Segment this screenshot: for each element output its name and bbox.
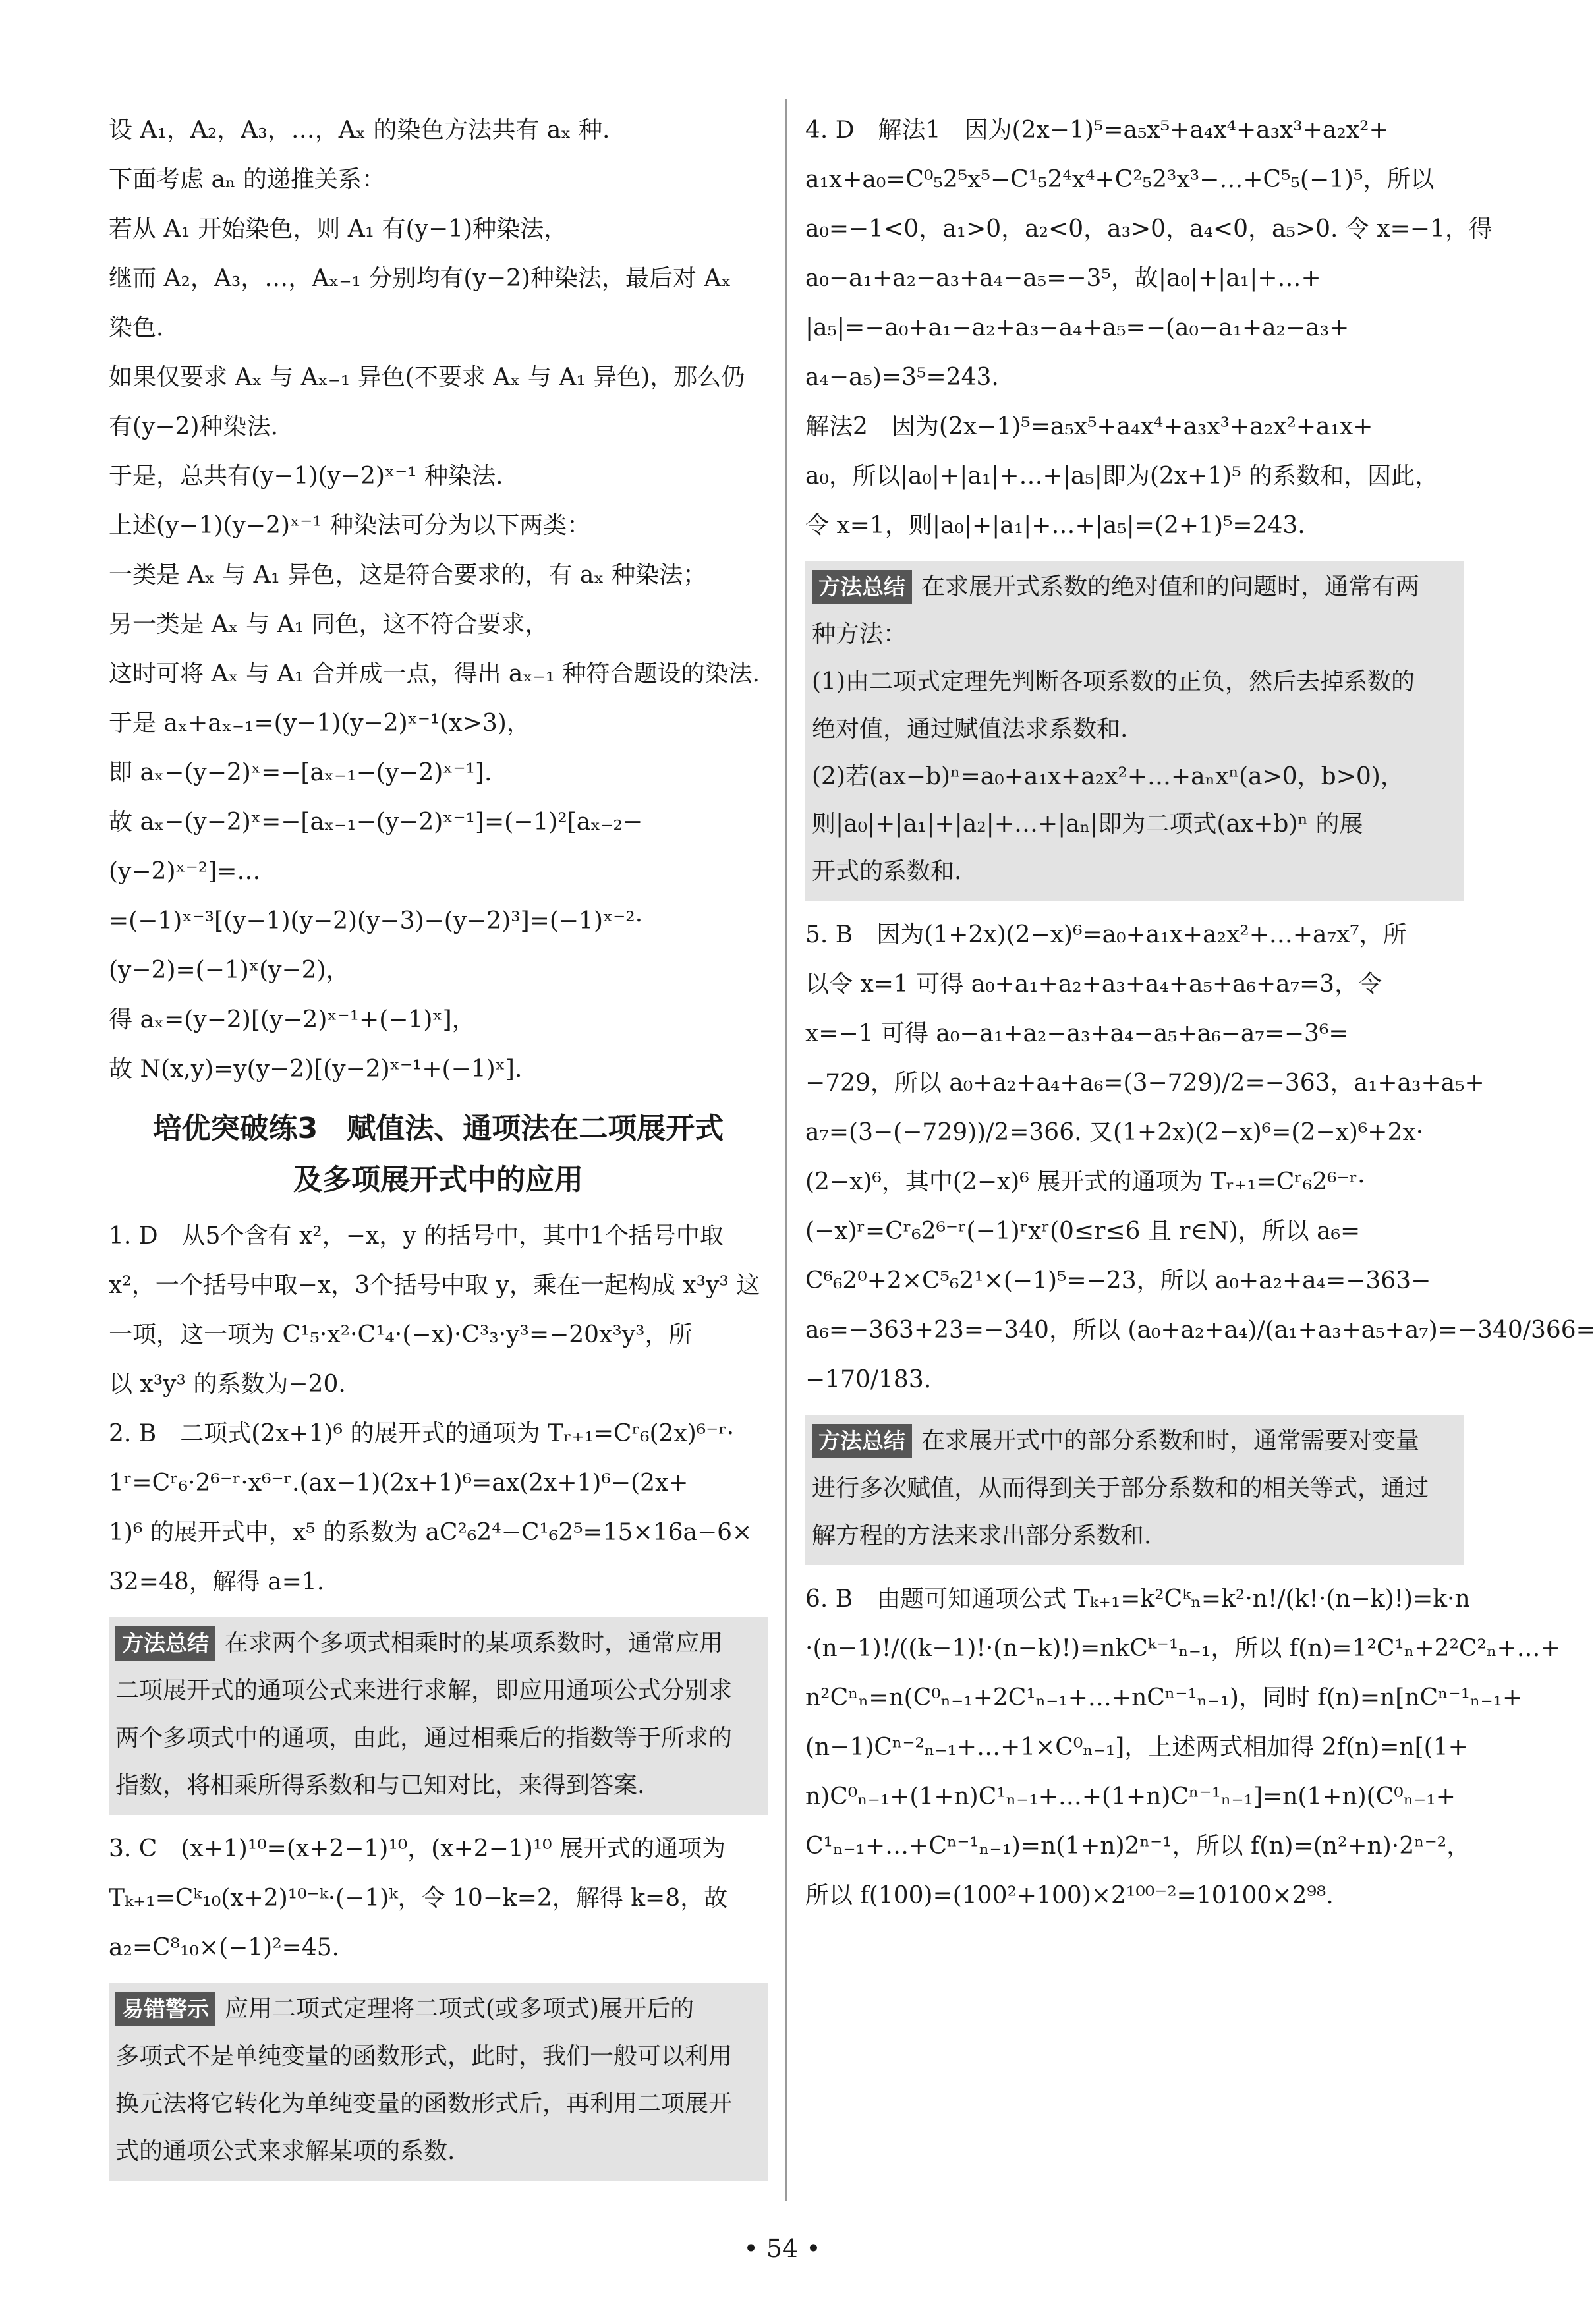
answer-3	[109, 1824, 768, 1972]
text-line: a₀，所以|a₀|+|a₁|+…+|a₅|即为(2x+1)⁵ 的系数和，因此，	[805, 463, 1439, 490]
text-line: C¹ₙ₋₁+…+Cⁿ⁻¹ₙ₋₁)=n(1+n)2ⁿ⁻¹，所以 f(n)=(n²+n)·2ⁿ⁻²，	[805, 1833, 1471, 1860]
text-line: 指数，将相乘所得系数和与已知对比，来得到答案.	[115, 1772, 645, 1799]
text-line: 解法2 因为(2x−1)⁵=a₅x⁵+a₄x⁴+a₃x³+a₂x²+a₁x+	[805, 413, 1373, 440]
text-line: 于是 aₓ+aₓ₋₁=(y−1)(y−2)ˣ⁻¹(x>3)，	[109, 710, 530, 737]
text-line: −170/183.	[805, 1366, 932, 1393]
error-warning-tag: 易错警示	[115, 1992, 215, 2026]
text-line: 若从 A₁ 开始染色，则 A₁ 有(y−1)种染法，	[109, 215, 568, 243]
text-line: a₁x+a₀=C⁰₅2⁵x⁵−C¹₅2⁴x⁴+C²₅2³x³−…+C⁵₅(−1)⁵，所以	[805, 166, 1435, 193]
text-line: 进行多次赋值，从而得到关于部分系数和的相关等式，通过	[812, 1475, 1429, 1502]
text-line: 应用二项式定理将二项式(或多项式)展开后的	[225, 1995, 695, 2022]
text-line: 多项式不是单纯变量的函数形式，此时，我们一般可以利用	[115, 2043, 733, 2070]
text-line	[115, 1620, 760, 1667]
text-line: =(−1)ˣ⁻³[(y−1)(y−2)(y−3)−(y−2)³]=(−1)ˣ⁻²·	[109, 907, 643, 934]
text-line: 4. D 解法1 因为(2x−1)⁵=a₅x⁵+a₄x⁴+a₃x³+a₂x²+	[805, 117, 1389, 144]
text-line: 2. B 二项式(2x+1)⁶ 的展开式的通项为 Tᵣ₊₁=Cʳ₆(2x)⁶⁻ʳ·	[109, 1420, 735, 1447]
answer-6	[805, 1574, 1560, 1920]
text-line: 1)⁶ 的展开式中，x⁵ 的系数为 aC²₆2⁴−C¹₆2⁵=15×16a−6×	[109, 1519, 753, 1546]
text-line: 则|a₀|+|a₁|+|a₂|+…+|aₙ|即为二项式(ax+b)ⁿ 的展	[812, 811, 1363, 838]
answer-4-method-2	[805, 402, 1464, 550]
error-warning-box	[109, 1983, 768, 2181]
text-line: 两个多项式中的通项，由此，通过相乘后的指数等于所求的	[115, 1725, 733, 1752]
text-line: 上述(y−1)(y−2)ˣ⁻¹ 种染法可分为以下两类：	[109, 512, 591, 539]
text-line: 故 N(x,y)=y(y−2)[(y−2)ˣ⁻¹+(−1)ˣ].	[109, 1056, 523, 1083]
text-line: 故 aₓ−(y−2)ˣ=−[aₓ₋₁−(y−2)ˣ⁻¹]=(−1)²[aₓ₋₂−	[109, 809, 643, 836]
text-line: a₀−a₁+a₂−a₃+a₄−a₅=−3⁵，故|a₀|+|a₁|+…+	[805, 265, 1321, 292]
answer-5	[805, 910, 1596, 1404]
column-divider	[785, 99, 787, 2201]
section-heading	[109, 1103, 768, 1206]
text-line	[812, 1417, 1456, 1465]
text-line: a₆=−363+23=−340，所以 (a₀+a₂+a₄)/(a₁+a₃+a₅+a₇)=−340/366=	[805, 1317, 1596, 1344]
text-line: 种方法：	[812, 621, 907, 648]
text-line: 于是，总共有(y−1)(y−2)ˣ⁻¹ 种染法.	[109, 463, 503, 490]
text-line: 3. C (x+1)¹⁰=(x+2−1)¹⁰，(x+2−1)¹⁰ 展开式的通项为	[109, 1835, 726, 1862]
text-line: (n−1)Cⁿ⁻²ₙ₋₁+…+1×C⁰ₙ₋₁]，上述两式相加得 2f(n)=n[(1+	[805, 1734, 1468, 1761]
text-line: 所以 f(100)=(100²+100)×2¹⁰⁰⁻²=10100×2⁹⁸.	[805, 1882, 1334, 1909]
intro-block	[109, 105, 768, 1094]
method-summary-box-1	[109, 1617, 768, 1815]
text-line: ·(n−1)!/((k−1)!·(n−k)!)=nkCᵏ⁻¹ₙ₋₁，所以 f(n)=1²C¹ₙ+2²C²ₙ+…+	[805, 1635, 1560, 1662]
answer-2	[109, 1409, 768, 1607]
method-summary-tag: 方法总结	[812, 1424, 912, 1458]
text-line: a₀=−1<0，a₁>0，a₂<0，a₃>0，a₄<0，a₅>0. 令 x=−1，得	[805, 215, 1493, 243]
text-line: 一类是 Aₓ 与 A₁ 异色，这是符合要求的，有 aₓ 种染法；	[109, 561, 707, 588]
text-line: 这时可将 Aₓ 与 A₁ 合并成一点，得出 aₓ₋₁ 种符合题设的染法.	[109, 660, 760, 687]
text-line: 开式的系数和.	[812, 858, 962, 885]
text-line: n²Cⁿₙ=n(C⁰ₙ₋₁+2C¹ₙ₋₁+…+nCⁿ⁻¹ₙ₋₁)，同时 f(n)=n[nCⁿ⁻¹ₙ₋₁+	[805, 1684, 1523, 1711]
text-line: 染色.	[109, 314, 164, 341]
text-line: 在求展开式系数的绝对值和的问题时，通常有两	[921, 573, 1420, 600]
text-line: 式的通项公式来求解某项的系数.	[115, 2138, 455, 2165]
text-line: 下面考虑 aₙ 的递推关系：	[109, 166, 385, 193]
text-line: 有(y−2)种染法.	[109, 413, 278, 440]
text-line: (y−2)=(−1)ˣ(y−2)，	[109, 957, 350, 984]
text-line: 1ʳ=Cʳ₆·2⁶⁻ʳ·x⁶⁻ʳ.(ax−1)(2x+1)⁶=ax(2x+1)⁶−(2x+	[109, 1470, 689, 1497]
text-line: C⁶₆2⁰+2×C⁵₆2¹×(−1)⁵=−23，所以 a₀+a₂+a₄=−363−	[805, 1267, 1431, 1294]
text-line: 令 x=1，则|a₀|+|a₁|+…+|a₅|=(2+1)⁵=243.	[805, 512, 1305, 539]
method-summary-tag: 方法总结	[115, 1626, 215, 1661]
right-column	[805, 105, 1596, 1920]
method-summary-tag: 方法总结	[812, 570, 912, 604]
text-line: (y−2)ˣ⁻²]=…	[109, 858, 261, 885]
text-line: 得 aₓ=(y−2)[(y−2)ˣ⁻¹+(−1)ˣ]，	[109, 1006, 476, 1033]
text-line: 二项展开式的通项公式来进行求解，即应用通项公式分别求	[115, 1677, 733, 1704]
text-line: |a₅|=−a₀+a₁−a₂+a₃−a₄+a₅=−(a₀−a₁+a₂−a₃+	[805, 314, 1350, 341]
text-line: x=−1 可得 a₀−a₁+a₂−a₃+a₄−a₅+a₆−a₇=−3⁶=	[805, 1020, 1349, 1047]
text-line: −729，所以 a₀+a₂+a₄+a₆=(3−729)/2=−363，a₁+a₃+a₅+	[805, 1070, 1485, 1097]
text-line	[812, 563, 1456, 611]
text-line	[115, 1986, 760, 2033]
method-summary-box-3	[805, 1415, 1464, 1565]
text-line: 绝对值，通过赋值法求系数和.	[812, 716, 1128, 743]
text-line: 6. B 由题可知通项公式 Tₖ₊₁=k²Cᵏₙ=k²·n!/(k!·(n−k)!)=k·n	[805, 1586, 1470, 1613]
method-summary-box-2	[805, 561, 1464, 901]
text-line: 1. D 从5个含有 x²，−x，y 的括号中，其中1个括号中取	[109, 1222, 724, 1249]
text-line: a₇=(3−(−729))/2=366. 又(1+2x)(2−x)⁶=(2−x)⁶+2x·	[805, 1119, 1424, 1146]
text-line: 5. B 因为(1+2x)(2−x)⁶=a₀+a₁x+a₂x²+…+a₇x⁷，所	[805, 921, 1407, 948]
text-line: a₂=C⁸₁₀×(−1)²=45.	[109, 1934, 340, 1961]
text-line: 继而 A₂，A₃，…，Aₓ₋₁ 分别均有(y−2)种染法，最后对 Aₓ	[109, 265, 731, 292]
text-line: a₄−a₅)=3⁵=243.	[805, 364, 999, 391]
text-line: (2)若(ax−b)ⁿ=a₀+a₁x+a₂x²+…+aₙxⁿ(a>0，b>0)，	[812, 763, 1404, 790]
text-line: (1)由二项式定理先判断各项系数的正负，然后去掉系数的	[812, 668, 1415, 695]
text-line: 即 aₓ−(y−2)ˣ=−[aₓ₋₁−(y−2)ˣ⁻¹].	[109, 759, 492, 786]
text-line: 设 A₁，A₂，A₃，…，Aₓ 的染色方法共有 aₓ 种.	[109, 117, 610, 144]
text-line: 如果仅要求 Aₓ 与 Aₓ₋₁ 异色(不要求 Aₓ 与 A₁ 异色)，那么仍	[109, 364, 745, 391]
text-line: 换元法将它转化为单纯变量的函数形式后，再利用二项展开	[115, 2090, 733, 2117]
text-line: 一项，这一项为 C¹₅·x²·C¹₄·(−x)·C³₃·y³=−20x³y³，所	[109, 1321, 693, 1348]
answer-4	[805, 105, 1493, 402]
answer-1	[109, 1211, 768, 1409]
text-line: x²，一个括号中取−x，3个括号中取 y，乘在一起构成 x³y³ 这	[109, 1272, 760, 1299]
text-line: 以令 x=1 可得 a₀+a₁+a₂+a₃+a₄+a₅+a₆+a₇=3，令	[805, 971, 1382, 998]
text-line: 以 x³y³ 的系数为−20.	[109, 1371, 346, 1398]
page-number: • 54 •	[743, 2234, 821, 2263]
text-line: (−x)ʳ=Cʳ₆2⁶⁻ʳ(−1)ʳxʳ(0≤r≤6 且 r∈N)，所以 a₆=	[805, 1218, 1361, 1245]
text-line: n)C⁰ₙ₋₁+(1+n)C¹ₙ₋₁+…+(1+n)Cⁿ⁻¹ₙ₋₁]=n(1+n)(C⁰ₙ₋₁+	[805, 1783, 1456, 1810]
text-line: 32=48，解得 a=1.	[109, 1568, 325, 1595]
text-line: 解方程的方法来求出部分系数和.	[812, 1522, 1152, 1549]
text-line: 另一类是 Aₓ 与 A₁ 同色，这不符合要求，	[109, 611, 549, 638]
text-line: 在求两个多项式相乘时的某项系数时，通常应用	[225, 1630, 724, 1657]
left-column	[109, 105, 768, 2190]
section-heading-line1: 培优突破练3 赋值法、通项法在二项展开式	[152, 1112, 724, 1145]
text-line: 在求展开式中的部分系数和时，通常需要对变量	[921, 1427, 1420, 1454]
text-line: Tₖ₊₁=Cᵏ₁₀(x+2)¹⁰⁻ᵏ·(−1)ᵏ，令 10−k=2，解得 k=8，故	[109, 1885, 728, 1912]
section-heading-line2: 及多项展开式中的应用	[293, 1163, 583, 1197]
text-line: (2−x)⁶，其中(2−x)⁶ 展开式的通项为 Tᵣ₊₁=Cʳ₆2⁶⁻ʳ·	[805, 1168, 1365, 1195]
